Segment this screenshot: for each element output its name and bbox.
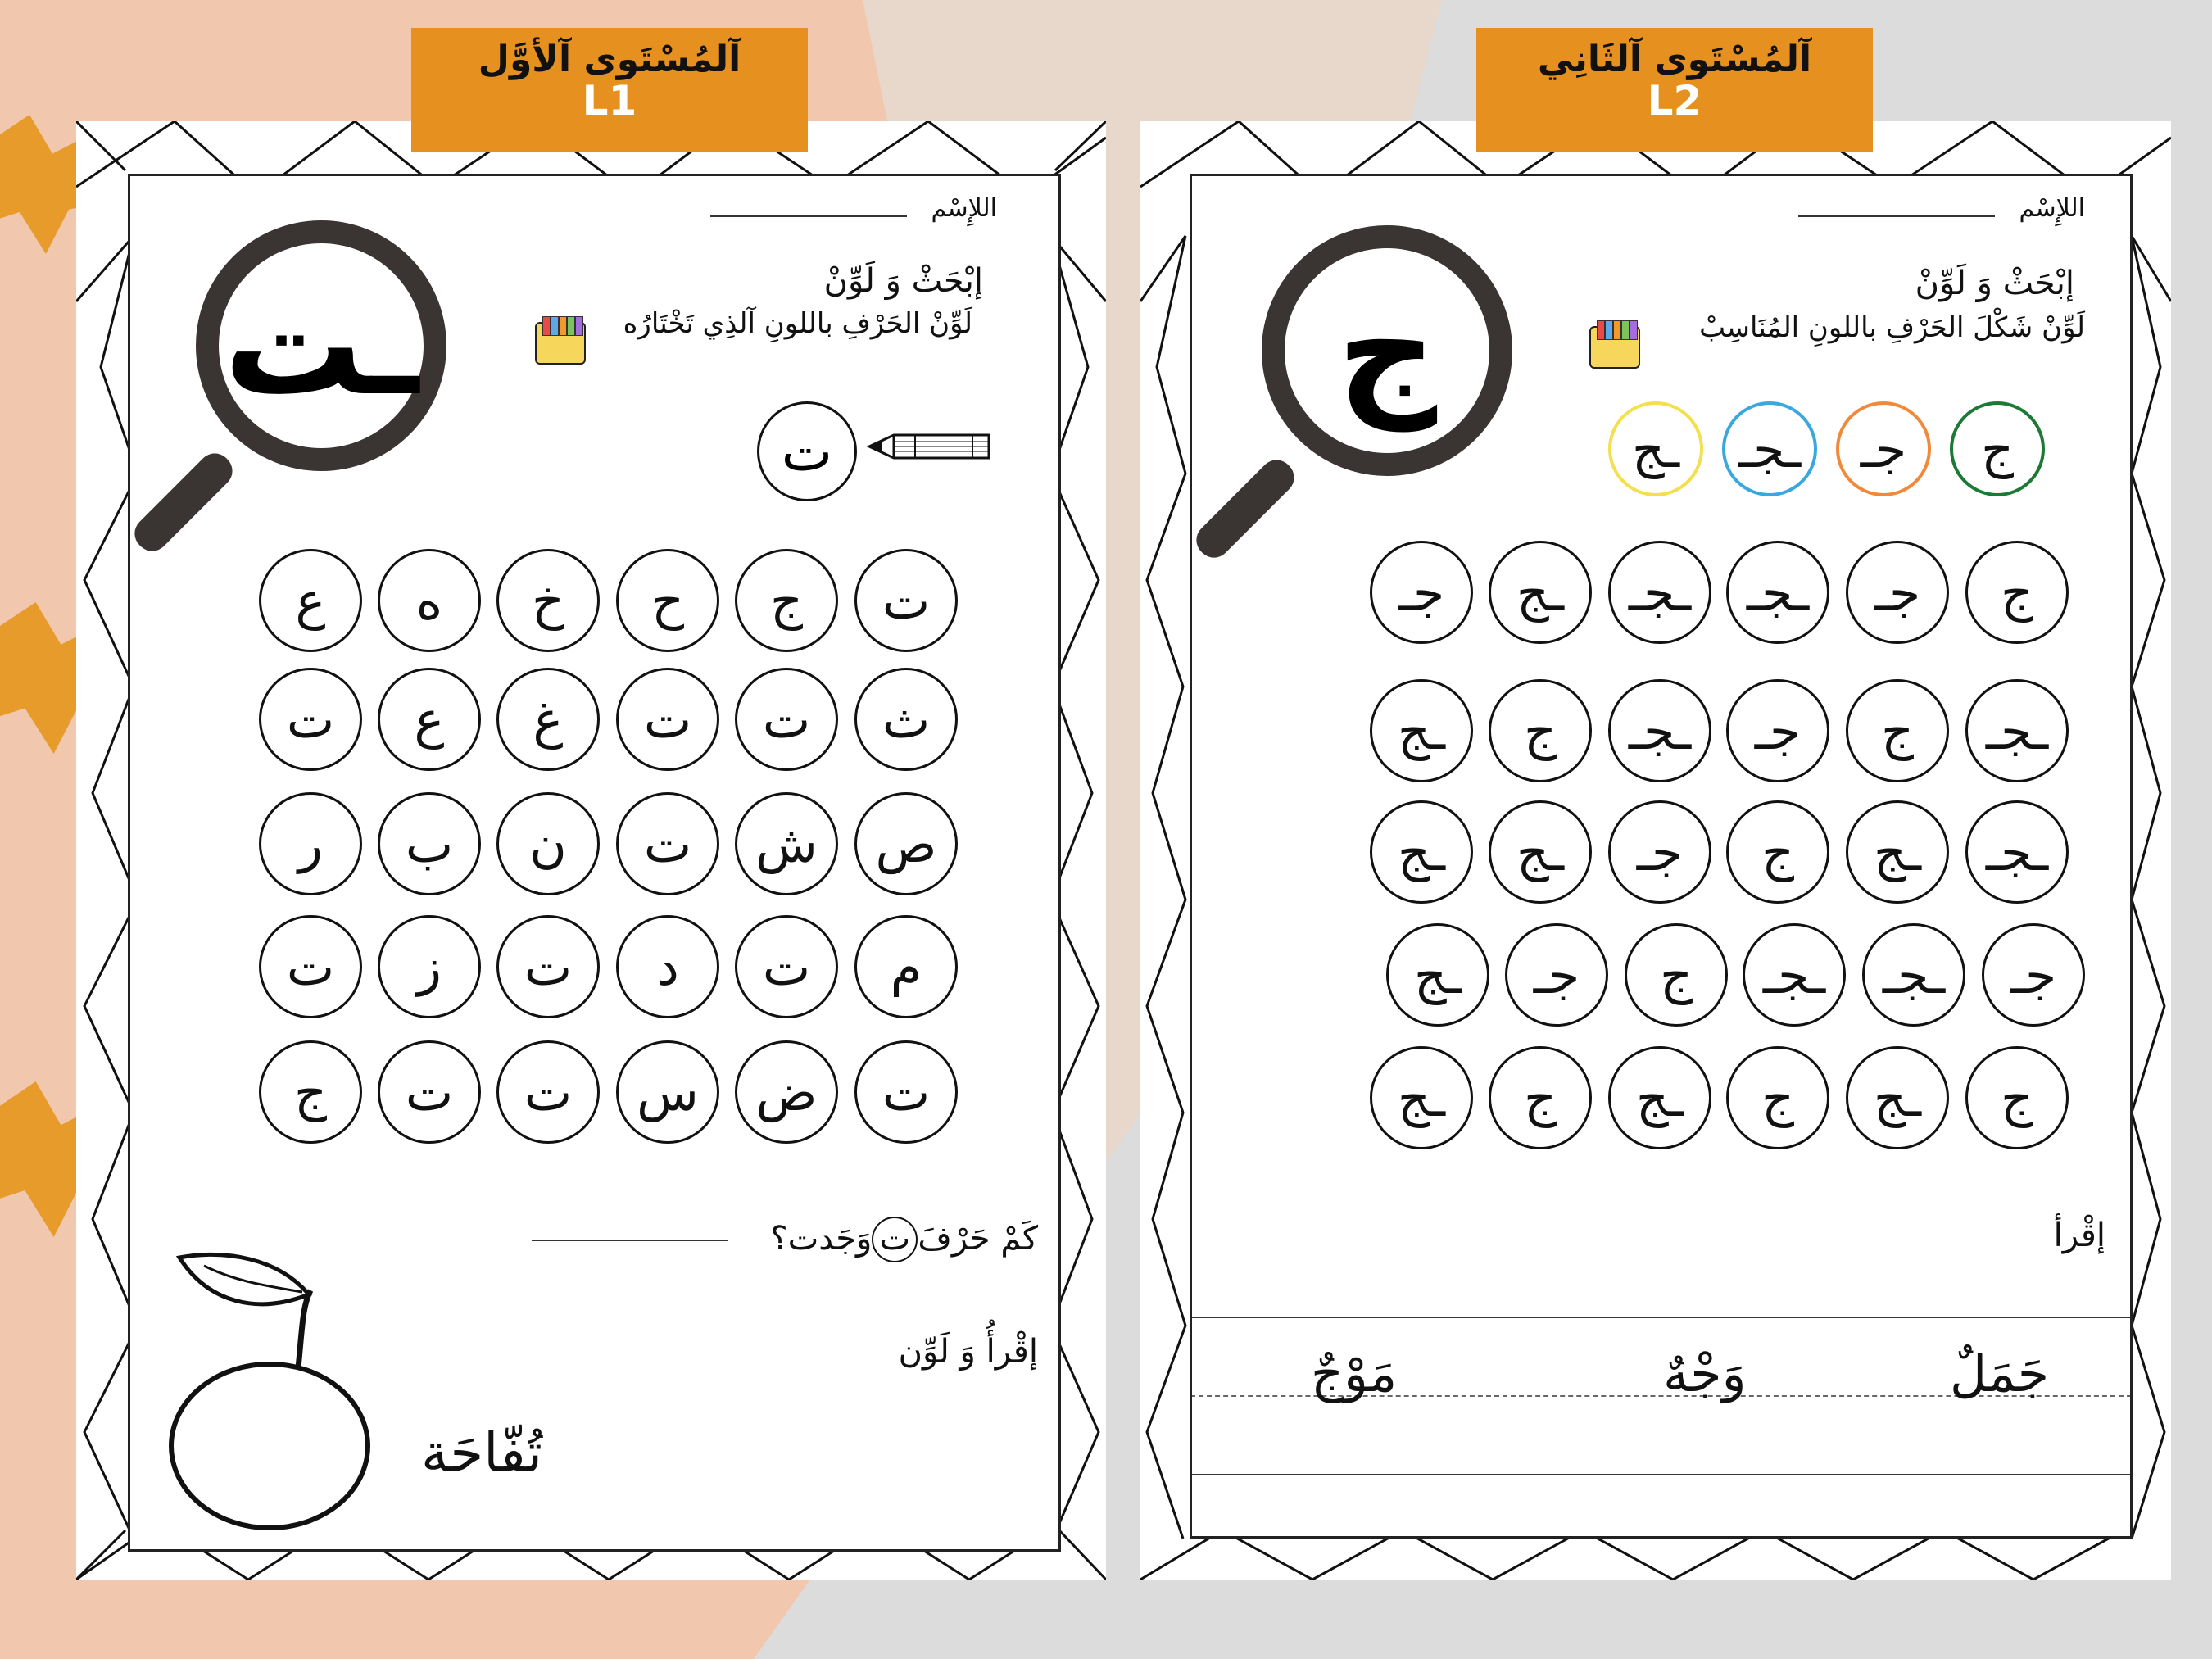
letter-circle[interactable]: جـ	[1982, 923, 2085, 1027]
level-two-code: L2	[1647, 77, 1702, 125]
level-two-title: آلمُسْتَوى آلثَانِي	[1537, 39, 1812, 80]
letter-circle[interactable]: ـج	[1370, 1046, 1473, 1149]
letter-circle[interactable]: ج	[1489, 1046, 1592, 1149]
name-label: اللإِسْم	[931, 194, 997, 223]
letter-circle[interactable]: ـج	[1846, 1046, 1949, 1149]
letter-circle[interactable]: د	[616, 915, 719, 1018]
letter-circle[interactable]: جـ	[1505, 923, 1608, 1027]
letter-circle[interactable]: ت	[735, 668, 838, 771]
letter-form-sample: ـجـ	[1722, 401, 1817, 496]
letter-circle[interactable]: س	[616, 1040, 719, 1144]
letter-circle[interactable]: جـ	[1726, 679, 1829, 782]
worksheet-content	[1190, 174, 2133, 1539]
letter-circle[interactable]: ـجـ	[1726, 541, 1829, 644]
letter-circle[interactable]: ج	[259, 1040, 362, 1144]
worksheet-level-two	[1140, 121, 2171, 1580]
pencil-icon	[866, 422, 997, 471]
target-letter: ت	[757, 401, 857, 501]
search-and-color-heading: إبْحَثْ وَ لَوِّنْ	[823, 262, 983, 300]
count-question-before: كَمْ حَرْفَ	[918, 1220, 1038, 1258]
letter-circle[interactable]: ـج	[1846, 800, 1949, 904]
name-writing-line[interactable]	[1798, 215, 1995, 217]
letter-circle[interactable]: ج	[1846, 679, 1949, 782]
name-label: اللإِسْم	[2019, 194, 2085, 223]
letter-circle[interactable]: ـج	[1489, 541, 1592, 644]
letter-circle[interactable]: جـ	[1608, 800, 1711, 904]
letter-circle[interactable]: ب	[378, 792, 481, 895]
crayon-box-icon	[1589, 326, 1640, 369]
letter-circle[interactable]: ت	[735, 915, 838, 1018]
writing-line	[1190, 1474, 2132, 1475]
letter-circle[interactable]: ج	[1625, 923, 1728, 1027]
letter-circle[interactable]: ع	[259, 549, 362, 652]
level-one-title: آلمُسْتَوى آلأوَّل	[478, 39, 741, 80]
letter-circle[interactable]: ت	[854, 549, 958, 652]
level-one-banner	[411, 28, 808, 152]
letter-circle[interactable]: ج	[1489, 679, 1592, 782]
letter-circle[interactable]: ج	[735, 549, 838, 652]
letter-circle[interactable]: ص	[854, 792, 958, 895]
search-and-color-heading: إبْحَثْ وَ لَوِّنْ	[1915, 265, 2074, 302]
letter-circle[interactable]: ت	[378, 1040, 481, 1144]
magnifying-glass-icon	[1262, 225, 1512, 476]
letter-circle[interactable]: ت	[616, 668, 719, 771]
letter-circle[interactable]: ت	[259, 915, 362, 1018]
letter-form-sample: ـج	[1608, 401, 1703, 496]
letter-circle[interactable]: ج	[1726, 1046, 1829, 1149]
letter-circle[interactable]: ز	[378, 915, 481, 1018]
letter-form-sample: جـ	[1836, 401, 1931, 496]
read-and-color-heading: إقْرأُ وَ لَوِّن	[898, 1333, 1038, 1371]
worksheet-content	[128, 174, 1061, 1552]
highlighted-letter: ـت	[223, 265, 419, 427]
word-camel: جَمَلٌ	[1950, 1344, 2050, 1403]
letter-circle[interactable]: ـجـ	[1965, 800, 2069, 904]
count-question	[770, 1217, 1038, 1262]
letter-circle[interactable]: ض	[735, 1040, 838, 1144]
letter-circle[interactable]: ـجـ	[1743, 923, 1846, 1027]
letter-circle[interactable]: ـج	[1386, 923, 1489, 1027]
letter-circle[interactable]: ر	[259, 792, 362, 895]
letter-circle[interactable]: ه	[378, 549, 481, 652]
letter-circle[interactable]: ـجـ	[1608, 679, 1711, 782]
writing-line	[1190, 1317, 2132, 1318]
answer-line[interactable]	[532, 1240, 728, 1241]
letter-circle[interactable]: ـج	[1608, 1046, 1711, 1149]
word-face: وَجْهٌ	[1663, 1344, 1747, 1403]
letter-circle[interactable]: م	[854, 915, 958, 1018]
color-letter-instruction: لَوِّنْ الحَرْفِ باللونِ آلذِي تَخْتَارُه	[623, 307, 972, 340]
letter-circle[interactable]: غ	[496, 668, 600, 771]
letter-circle[interactable]: ح	[616, 549, 719, 652]
letter-circle[interactable]: ت	[616, 792, 719, 895]
letter-circle[interactable]: ت	[854, 1040, 958, 1144]
magnifier-handle	[1190, 453, 1301, 564]
letter-circle[interactable]: ـجـ	[1862, 923, 1965, 1027]
letter-circle[interactable]: ت	[496, 1040, 600, 1144]
level-one-code: L1	[582, 77, 637, 125]
read-heading: إقْرأ	[2053, 1217, 2105, 1254]
letter-circle[interactable]: ت	[496, 915, 600, 1018]
letter-circle[interactable]: جـ	[1846, 541, 1949, 644]
letter-circle[interactable]: ـجـ	[1608, 541, 1711, 644]
count-question-after: وَجَدت؟	[770, 1220, 873, 1258]
word-wave: مَوْجٌ	[1311, 1344, 1398, 1403]
magnifier-handle	[128, 446, 239, 558]
letter-circle[interactable]: جـ	[1370, 541, 1473, 644]
letter-circle[interactable]: ـج	[1370, 679, 1473, 782]
letter-circle[interactable]: ش	[735, 792, 838, 895]
crayon-box-icon	[535, 322, 586, 365]
letter-circle[interactable]: ث	[854, 668, 958, 771]
magnifying-glass-icon	[196, 220, 446, 471]
letter-circle[interactable]: ـج	[1489, 800, 1592, 904]
worksheet-level-one	[76, 121, 1106, 1580]
apple-outline-icon	[163, 1241, 384, 1536]
letter-form-sample: ج	[1950, 401, 2045, 496]
letter-circle[interactable]: ع	[378, 668, 481, 771]
level-two-banner	[1476, 28, 1873, 152]
letter-circle[interactable]: ـجـ	[1965, 679, 2069, 782]
letter-circle[interactable]: ـج	[1370, 800, 1473, 904]
letter-circle[interactable]: ت	[259, 668, 362, 771]
letter-circle[interactable]: ج	[1726, 800, 1829, 904]
letter-circle[interactable]: ج	[1965, 541, 2069, 644]
color-letter-instruction: لَوِّنْ شَكْلَ الحَرْفِ باللونِ المُنَاسِبْ	[1699, 311, 2085, 344]
letter-circle[interactable]: خ	[496, 549, 600, 652]
name-writing-line[interactable]	[710, 215, 907, 217]
letter-circle[interactable]: ج	[1965, 1046, 2069, 1149]
letter-circle[interactable]: ن	[496, 792, 600, 895]
highlighted-letter: ج	[1336, 270, 1438, 432]
count-question-letter: ت	[872, 1217, 918, 1262]
apple-word: تُفّاحَة	[421, 1421, 543, 1484]
